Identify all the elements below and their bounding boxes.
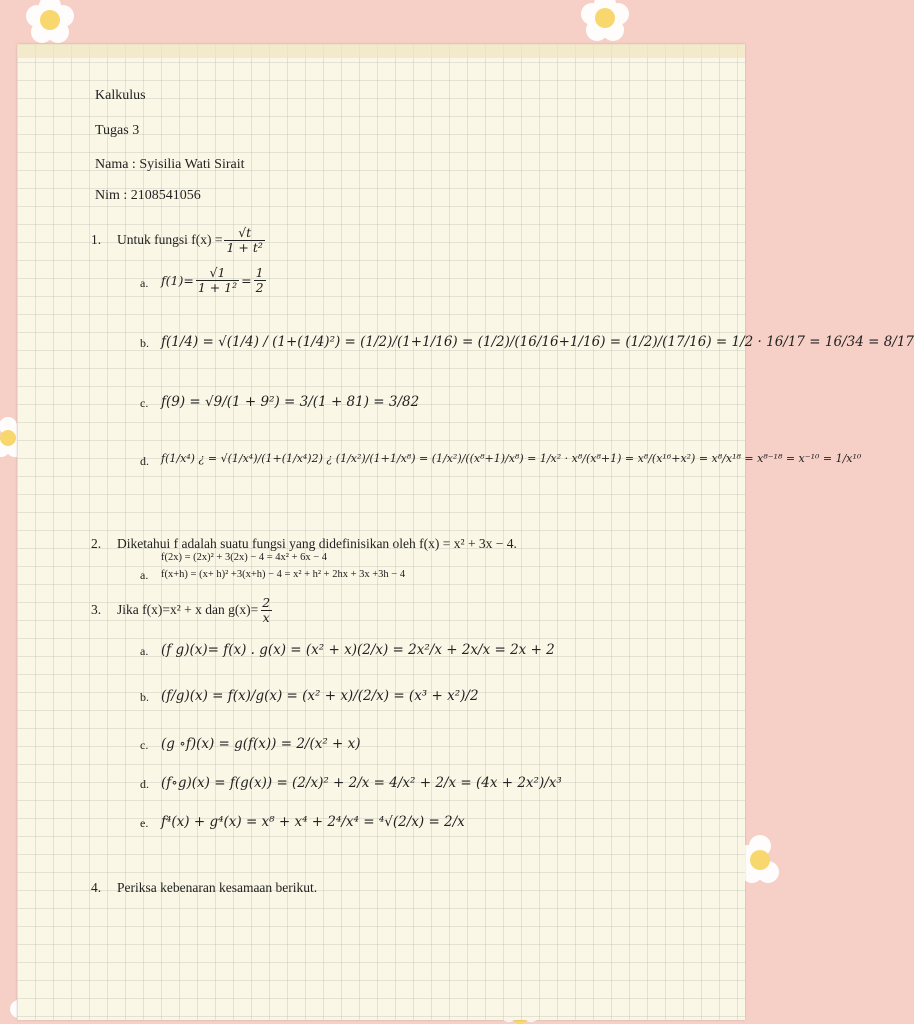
q1c-expression: f(9) = √9/(1 + 9²) = 3/(1 + 81) = 3/82 bbox=[161, 394, 420, 410]
assignment-title: Tugas 3 bbox=[95, 123, 140, 138]
q3-g-numerator: 2 bbox=[262, 595, 271, 610]
q3-g-denominator: x bbox=[262, 609, 270, 625]
q2-number: 2. bbox=[91, 536, 102, 551]
q3c-label: c. bbox=[140, 738, 149, 752]
grid-paper bbox=[17, 44, 914, 1020]
q1d-expression: f(1/x⁴) ¿ = √(1/x⁴)/(1+(1/x⁴)2) ¿ (1/x²)/(1+1/x⁸) = (1/x²)/((x⁸+1)/x⁸) = 1/x² · x⁸/(x⁸+1) = x⁸/(x¹⁶+x²) = x⁸/x¹⁸ = x⁸⁻¹⁸ = x⁻¹⁰ = 1/x¹⁰ bbox=[161, 452, 862, 465]
q1a-f1-denominator: 1 + 1² bbox=[197, 279, 238, 295]
q1a-expression bbox=[161, 266, 268, 295]
q3e-label: e. bbox=[140, 816, 149, 830]
q1-function-fraction bbox=[224, 226, 264, 255]
q4-heading bbox=[91, 880, 317, 896]
q1-fn-numerator: √t bbox=[238, 225, 252, 240]
q1b-expression: f(1/4) = √(1/4) / (1+(1/4)²) = (1/2)/(1+1/16) = (1/2)/(16/16+1/16) = (1/2)/(17/16) = 1/2 · 16/17 = 16/34 = 8/17 bbox=[161, 334, 914, 350]
q1b-label: b. bbox=[140, 336, 149, 350]
q3d-expression: (f∘g)(x) = f(g(x)) = (2/x)² + 2/x = 4/x² + 2/x = (4x + 2x²)/x³ bbox=[161, 775, 562, 791]
q1a-label: a. bbox=[140, 276, 149, 290]
q2a-expression: f(x+h) = (x+ h)² +3(x+h) − 4 = x² + h² + 2hx + 3x +3h − 4 bbox=[161, 569, 406, 580]
student-nim: Nim : 2108541056 bbox=[95, 188, 201, 203]
q1a-lhs: f(1)= bbox=[161, 272, 194, 288]
q3b-expression: (f/g)(x) = f(x)/g(x) = (x² + x)/(2/x) = (x³ + x²)/2 bbox=[161, 688, 479, 704]
q2a-label: a. bbox=[140, 568, 149, 582]
q3a-label: a. bbox=[140, 644, 149, 658]
q4-text: Periksa kebenaran kesamaan berikut. bbox=[117, 880, 318, 895]
q3b-label: b. bbox=[140, 690, 149, 704]
q1d-label: d. bbox=[140, 454, 149, 468]
q3e-expression: f⁴(x) + g⁴(x) = x⁸ + x⁴ + 2⁴/x⁴ = ⁴√(2/x) = 2/x bbox=[161, 814, 465, 830]
q3-text: Jika f(x)=x² + x dan g(x)= bbox=[117, 602, 259, 618]
paper-top-strip bbox=[17, 44, 745, 58]
q2-heading bbox=[91, 536, 517, 552]
q1-text: Untuk fungsi f(x) = bbox=[117, 232, 223, 248]
q1-fn-denominator: 1 + t² bbox=[226, 239, 263, 255]
q3-heading bbox=[91, 596, 274, 625]
q1a-result-numerator: 1 bbox=[255, 265, 264, 280]
q1-number: 1. bbox=[91, 232, 102, 248]
q2-text: Diketahui f adalah suatu fungsi yang didefinisikan oleh f(x) = x² + 3x − 4. bbox=[117, 536, 517, 551]
q4-number: 4. bbox=[91, 880, 102, 895]
q1-heading bbox=[91, 226, 267, 255]
student-name: Nama : Syisilia Wati Sirait bbox=[95, 157, 245, 172]
q1a-equals: = bbox=[241, 272, 252, 288]
q2-f2x: f(2x) = (2x)² + 3(2x) − 4 = 4x² + 6x − 4 bbox=[161, 552, 328, 563]
q1a-f1-numerator: √1 bbox=[209, 265, 226, 280]
q1c-label: c. bbox=[140, 396, 149, 410]
q3d-label: d. bbox=[140, 777, 149, 791]
q3-number: 3. bbox=[91, 602, 102, 618]
q1a-result-denominator: 2 bbox=[255, 279, 264, 295]
course-title: Kalkulus bbox=[95, 88, 146, 103]
q3a-expression: (f g)(x)= f(x) . g(x) = (x² + x)(2/x) = 2x²/x + 2x/x = 2x + 2 bbox=[161, 642, 555, 658]
q3c-expression: (g ∘f)(x) = g(f(x)) = 2/(x² + x) bbox=[161, 736, 361, 752]
